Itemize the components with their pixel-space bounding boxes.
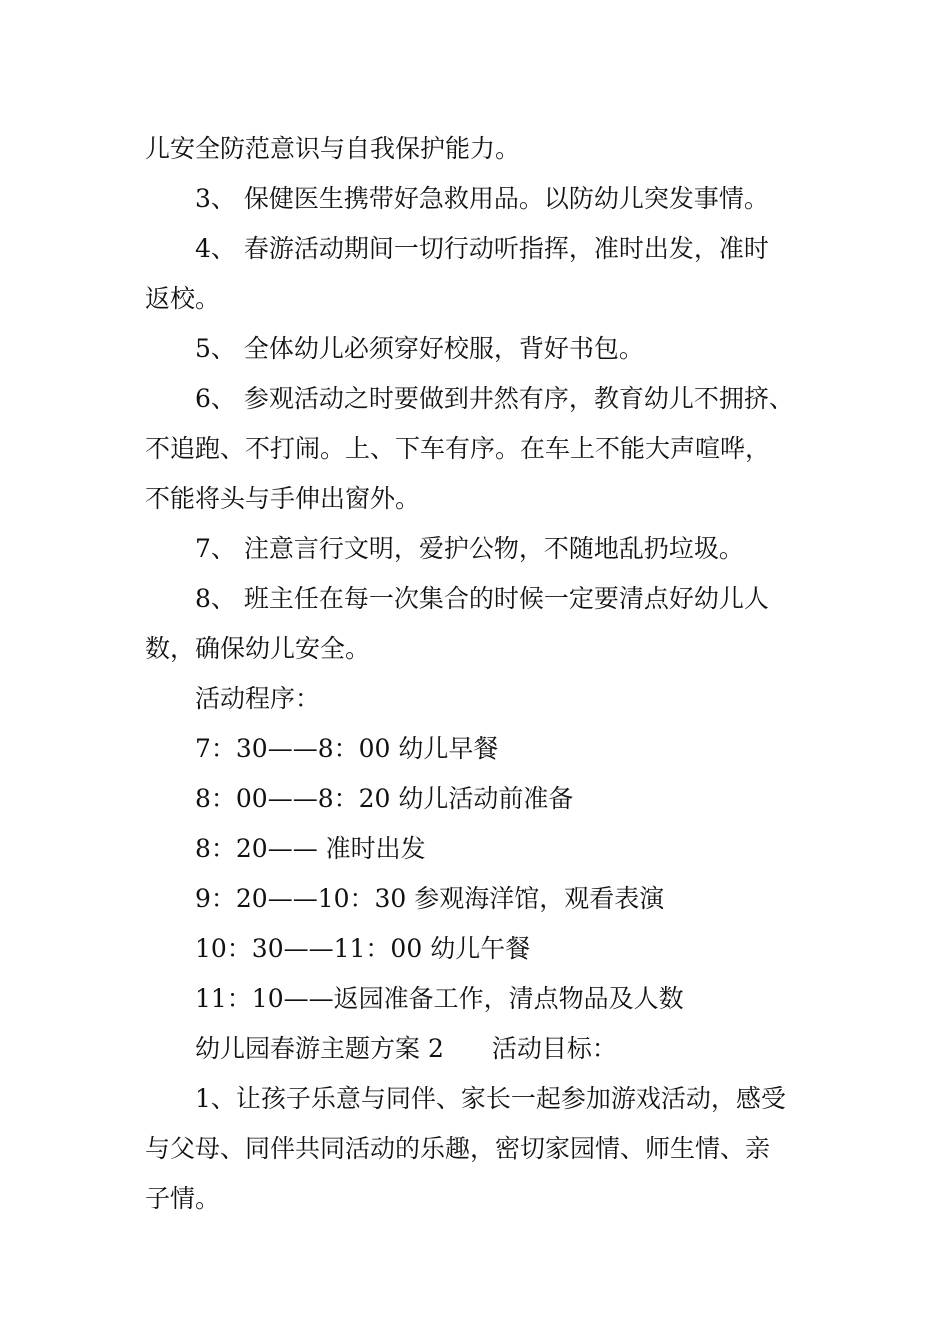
section-title-line xyxy=(195,1034,875,1064)
schedule-item: 7：30——8：00 幼儿早餐 xyxy=(195,734,499,763)
text-line: 不能将头与手伸出窗外。 xyxy=(145,484,421,513)
list-item-4: 4、 春游活动期间一切行动听指挥，准时出发，准时 xyxy=(195,234,769,263)
schedule-item: 8：00——8：20 幼儿活动前准备 xyxy=(195,784,574,813)
list-item-3: 3、 保健医生携带好急救用品。以防幼儿突发事情。 xyxy=(195,184,769,213)
list-item-8: 8、 班主任在每一次集合的时候一定要清点好幼儿人 xyxy=(195,584,769,613)
list-item-7: 7、 注意言行文明，爱护公物，不随地乱扔垃圾。 xyxy=(195,534,744,563)
schedule-item: 10：30——11：00 幼儿午餐 xyxy=(195,934,531,963)
text-line: 儿安全防范意识与自我保护能力。 xyxy=(145,134,521,163)
section-title: 幼儿园春游主题方案 2 xyxy=(195,1034,444,1063)
text-line: 子情。 xyxy=(145,1184,221,1213)
section-subheading: 活动目标： xyxy=(491,1034,617,1063)
schedule-item: 8：20—— 准时出发 xyxy=(195,834,426,863)
text-line: 与父母、同伴共同活动的乐趣，密切家园情、师生情、亲 xyxy=(145,1134,771,1163)
text-line: 数，确保幼儿安全。 xyxy=(145,634,371,663)
section-heading: 活动程序： xyxy=(195,684,321,713)
schedule-item: 9：20——10：30 参观海洋馆，观看表演 xyxy=(195,884,665,913)
text-line: 返校。 xyxy=(145,284,221,313)
list-item-5: 5、 全体幼儿必须穿好校服，背好书包。 xyxy=(195,334,644,363)
list-item-1: 1、让孩子乐意与同伴、家长一起参加游戏活动，感受 xyxy=(195,1084,786,1113)
text-line: 不追跑、不打闹。上、下车有序。在车上不能大声喧哗， xyxy=(145,434,771,463)
schedule-item: 11：10——返园准备工作，清点物品及人数 xyxy=(195,984,684,1013)
list-item-6: 6、 参观活动之时要做到井然有序，教育幼儿不拥挤、 xyxy=(195,384,794,413)
